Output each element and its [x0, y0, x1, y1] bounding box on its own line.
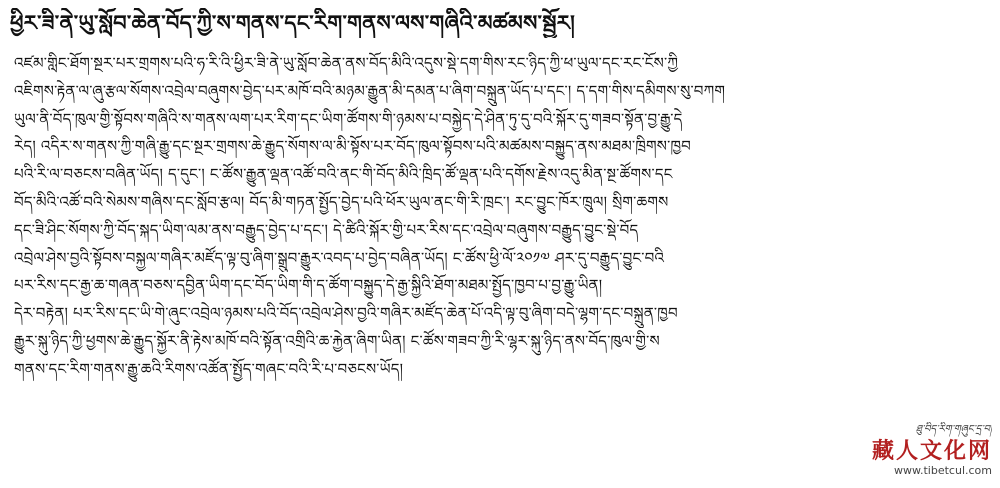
site-watermark — [842, 422, 992, 482]
text-line: པའི་རི་ལ་བཅངས་བཞིན་ཡོད། ད་དུང་། ང་ཚོས་རྒྱུན་ལྡན་འཚོ་བའི་ནང་གི་བོད་མིའི་ཁྲིད་ཚོ་ལྡན་པའི་དགོས་རྗེས་འདུ་མིན་སྔ་ཚོགས་དང — [14, 165, 673, 184]
text-line: འཇིགས་རྟེན་ལ་ཞུ་རྩལ་སོགས་འབྲེལ་བཞུགས་བྱེད་པར་མཁོ་བའི་མཉམ་རྒྱུན་མི་དམན་པ་ཞིག་བསྐྲུན་ཡོད་པ་དང་། ད་དག་གིས་དམིགས་སུ་བཀག — [14, 81, 726, 100]
document-body — [14, 50, 992, 384]
text-line: རེད། འདིར་ས་གནས་ཀྱི་གཞི་རྒྱུ་དང་སྔར་གྲགས་ཆེ་རྒྱུད་སོགས་ལ་མི་སྟོས་པར་བོད་ཁུལ་སྟོབས་པའི་མཚམས་བསྐྱུད་ནས་མཐམ་ཁྲིགས་ཁྱབ — [14, 137, 691, 156]
text-line: གནས་དང་རིག་གནས་རྒྱུ་ཆའི་རིགས་འཚོན་སྤྱོད་གཞང་བའི་རི་པ་བཅངས་ཡོད། — [14, 359, 404, 378]
text-line: བོད་མིའི་འཚོ་བའི་སེམས་གཞིས་དང་སློབ་རྩལ། བོད་མི་གཏན་སྤྱོད་བྱེད་པའི་ཕོར་ཡུལ་ནང་གི་རི་ཁྲང་། རང་བྱུང་ཁོར་ཁྲུལ། སྲིག་ཆགས — [14, 192, 669, 211]
text-line: དང་ཟི་ཤིང་སོགས་ཀྱི་བོད་སྐད་ཡིག་ལམ་ནས་བརྒྱུད་བྱེད་པ་དང་། དེ་ཚིའི་སྐོར་གྱི་པར་རིས་དང་འབྲེལ་བཞུགས་བརྒྱུད་བྱུང་སྡེ་བོད — [14, 220, 639, 239]
text-line: འབྲེལ་ཤེས་བྱའི་སྟོབས་བསྐྱལ་གཞིར་མཛོད་ལྟ་བུ་ཞིག་སྒྲུབ་རྒྱུར་འབད་པ་བྱེད་བཞིན་ཡོད། ང་ཚོས་ཕྱི་ལོ་༢༠༡༧ ཤར་དུ་བརྒྱུད་བྱུང་བའི — [14, 248, 665, 267]
text-line: འཛམ་གླིང་ཐོག་སྔར་པར་གྲགས་པའི་ཧ་རི་འི་ཕྱིར་ཟི་ནེ་ཡུ་སློབ་ཆེན་ནས་བོད་མིའི་འདུས་སྡེ་དག་གིས་རང་ཉིད་ཀྱི་ཕ་ཡུལ་དང་རང་ངོས་ཀྱི — [14, 54, 679, 72]
text-line: དེར་བརྟེན། པར་རིས་དང་ཡི་གེ་ཞུང་འབྲེལ་ཉམས་པའི་བོད་འབྲེལ་ཤེས་བྱའི་གཞིར་མཛོད་ཆེན་པོ་འདི་ལྟ་བུ་ཞིག་བདེ་ལྷག་དང་བསྐྲུན་ཁྱབ — [14, 304, 678, 323]
watermark-script: ཐུ་བིད་རིག་གཞུང་དྲ་བ། — [915, 424, 992, 435]
watermark-url: www.tibetcul.com — [894, 464, 992, 477]
text-line: ཡུལ་ནི་བོད་ཁུལ་གྱི་སྟོབས་གཞིའི་ས་གནས་ལག་པར་རིག་དང་ཡིག་ཚོགས་གི་ཉམས་པ་བསྐྱེད་དེ་ཤིན་ཏུ་དུ་བའི་སྐོར་དུ་གཟབ་སྟོན་བྱ་རྒྱུ་དེ — [14, 109, 683, 128]
document-title: ཕྱིར་ཟི་ནེ་ཡུ་སློབ་ཆེན་བོད་ཀྱི་ས་གནས་དང་རིག་གནས་ལས་གཞིའི་མཚམས་སྦྱོར། — [10, 11, 576, 35]
text-line: པར་རིས་དང་རྒྱ་ཆ་གཞན་བཅས་དབྱིན་ཡིག་དང་བོད་ཡིག་གི་ད་ཚོག་བསྐྱུད་དེ་རྒྱ་སྐྱིའི་ཐོག་མཐམ་སྤྱོད་ཁྱབ་པ་བྱ་རྒྱུ་ཡིན། — [14, 276, 603, 295]
watermark-chinese: 藏人文化网 — [871, 438, 992, 464]
text-line: རྒྱུར་སྐུ་ཉིད་ཀྱི་ཕྱགས་ཆེ་རྒྱུད་སྐྱོར་ནི་རྟེས་མཁོ་བའི་སྟོན་འགྲིའི་ཆ་རྐྱེན་ཞིག་ཡིན། ང་ཚོས་གཟབ་ཀྱི་རི་ལྷར་སྐུ་ཉིད་ནས་བོད་ཁུལ་གྱི་ས — [14, 331, 660, 350]
